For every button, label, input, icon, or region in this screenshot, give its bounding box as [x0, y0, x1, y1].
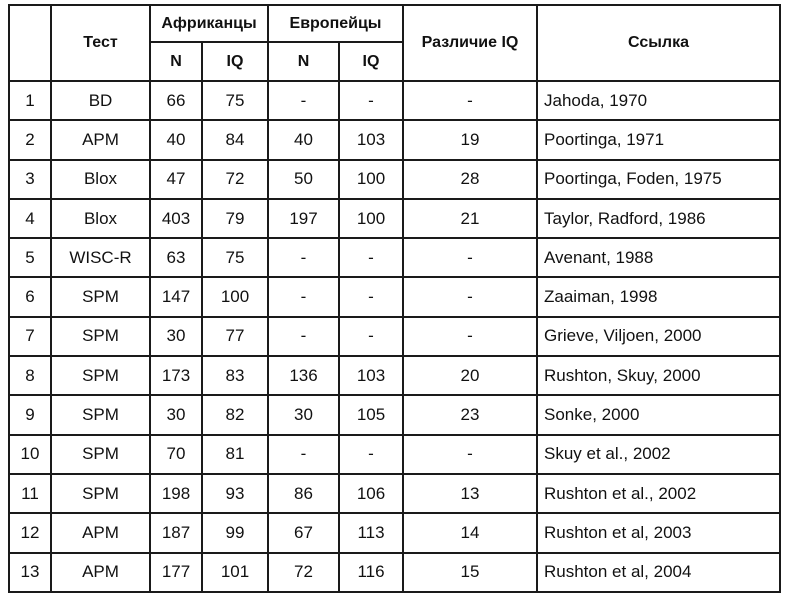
cell-iq-difference: 13 [403, 474, 537, 513]
cell-europeans-n: 136 [268, 356, 339, 395]
cell-number: 3 [9, 160, 51, 199]
cell-test: SPM [51, 474, 150, 513]
cell-test: APM [51, 513, 150, 552]
cell-africans-iq: 100 [202, 277, 268, 316]
cell-test: APM [51, 553, 150, 592]
table-row [9, 160, 780, 199]
cell-reference: Poortinga, Foden, 1975 [537, 160, 780, 199]
cell-africans-iq: 77 [202, 317, 268, 356]
iq-comparison-table [8, 4, 781, 593]
cell-africans-n: 198 [150, 474, 202, 513]
cell-number: 9 [9, 395, 51, 434]
cell-africans-iq: 72 [202, 160, 268, 199]
header-europeans-n: N [268, 42, 339, 81]
cell-test: Blox [51, 199, 150, 238]
cell-test: SPM [51, 435, 150, 474]
cell-reference: Poortinga, 1971 [537, 120, 780, 159]
table-row [9, 81, 780, 120]
cell-europeans-iq: 116 [339, 553, 403, 592]
cell-iq-difference: 20 [403, 356, 537, 395]
cell-africans-n: 403 [150, 199, 202, 238]
cell-europeans-iq: 113 [339, 513, 403, 552]
cell-europeans-iq: - [339, 317, 403, 356]
cell-number: 2 [9, 120, 51, 159]
table-row [9, 435, 780, 474]
cell-europeans-iq: - [339, 277, 403, 316]
cell-reference: Taylor, Radford, 1986 [537, 199, 780, 238]
table-row [9, 356, 780, 395]
table-row [9, 238, 780, 277]
table-row [9, 120, 780, 159]
cell-number: 10 [9, 435, 51, 474]
cell-iq-difference: - [403, 435, 537, 474]
cell-africans-iq: 99 [202, 513, 268, 552]
cell-europeans-n: 50 [268, 160, 339, 199]
cell-europeans-iq: 100 [339, 160, 403, 199]
cell-europeans-iq: - [339, 81, 403, 120]
header-europeans-iq: IQ [339, 42, 403, 81]
cell-number: 7 [9, 317, 51, 356]
cell-test: APM [51, 120, 150, 159]
table-row [9, 553, 780, 592]
cell-africans-n: 187 [150, 513, 202, 552]
cell-reference: Rushton, Skuy, 2000 [537, 356, 780, 395]
cell-iq-difference: - [403, 81, 537, 120]
header-reference: Ссылка [537, 5, 780, 81]
cell-africans-n: 173 [150, 356, 202, 395]
cell-africans-iq: 82 [202, 395, 268, 434]
cell-africans-n: 40 [150, 120, 202, 159]
cell-africans-iq: 75 [202, 81, 268, 120]
cell-europeans-n: 72 [268, 553, 339, 592]
cell-europeans-n: 30 [268, 395, 339, 434]
header-africans-n: N [150, 42, 202, 81]
cell-africans-iq: 84 [202, 120, 268, 159]
cell-europeans-iq: - [339, 238, 403, 277]
cell-iq-difference: 14 [403, 513, 537, 552]
cell-reference: Jahoda, 1970 [537, 81, 780, 120]
table-row [9, 474, 780, 513]
cell-test: SPM [51, 277, 150, 316]
header-iq-difference: Различие IQ [403, 5, 537, 81]
header-test: Тест [51, 5, 150, 81]
header-africans-iq: IQ [202, 42, 268, 81]
cell-europeans-n: 67 [268, 513, 339, 552]
table-row [9, 277, 780, 316]
cell-africans-n: 47 [150, 160, 202, 199]
table-body [9, 81, 780, 592]
table-row [9, 513, 780, 552]
header-europeans: Европейцы [268, 5, 403, 42]
cell-number: 6 [9, 277, 51, 316]
cell-iq-difference: 19 [403, 120, 537, 159]
cell-africans-iq: 75 [202, 238, 268, 277]
cell-africans-iq: 93 [202, 474, 268, 513]
cell-test: Blox [51, 160, 150, 199]
cell-europeans-n: 197 [268, 199, 339, 238]
header-africans: Африканцы [150, 5, 268, 42]
cell-reference: Rushton et al., 2002 [537, 474, 780, 513]
cell-europeans-n: - [268, 317, 339, 356]
cell-africans-n: 30 [150, 395, 202, 434]
cell-test: BD [51, 81, 150, 120]
cell-europeans-n: 40 [268, 120, 339, 159]
cell-number: 5 [9, 238, 51, 277]
cell-iq-difference: - [403, 277, 537, 316]
cell-number: 12 [9, 513, 51, 552]
cell-africans-n: 147 [150, 277, 202, 316]
cell-africans-n: 66 [150, 81, 202, 120]
cell-iq-difference: 23 [403, 395, 537, 434]
cell-number: 8 [9, 356, 51, 395]
cell-iq-difference: - [403, 238, 537, 277]
table-row [9, 317, 780, 356]
cell-reference: Rushton et al, 2004 [537, 553, 780, 592]
cell-europeans-iq: 103 [339, 120, 403, 159]
cell-test: WISC-R [51, 238, 150, 277]
cell-africans-n: 63 [150, 238, 202, 277]
table-row [9, 199, 780, 238]
cell-europeans-iq: 100 [339, 199, 403, 238]
cell-number: 4 [9, 199, 51, 238]
cell-iq-difference: 21 [403, 199, 537, 238]
cell-test: SPM [51, 356, 150, 395]
cell-europeans-iq: 103 [339, 356, 403, 395]
cell-number: 1 [9, 81, 51, 120]
cell-africans-iq: 101 [202, 553, 268, 592]
cell-europeans-n: - [268, 238, 339, 277]
cell-europeans-n: - [268, 277, 339, 316]
cell-test: SPM [51, 317, 150, 356]
header-number [9, 5, 51, 81]
cell-reference: Grieve, Viljoen, 2000 [537, 317, 780, 356]
cell-africans-iq: 79 [202, 199, 268, 238]
cell-europeans-iq: 105 [339, 395, 403, 434]
cell-europeans-n: 86 [268, 474, 339, 513]
cell-africans-iq: 81 [202, 435, 268, 474]
cell-reference: Avenant, 1988 [537, 238, 780, 277]
cell-reference: Skuy et al., 2002 [537, 435, 780, 474]
header-row-top [9, 5, 780, 42]
table-row [9, 395, 780, 434]
cell-number: 11 [9, 474, 51, 513]
cell-europeans-iq: 106 [339, 474, 403, 513]
cell-reference: Rushton et al, 2003 [537, 513, 780, 552]
cell-europeans-n: - [268, 435, 339, 474]
cell-africans-iq: 83 [202, 356, 268, 395]
cell-reference: Sonke, 2000 [537, 395, 780, 434]
cell-iq-difference: 28 [403, 160, 537, 199]
cell-reference: Zaaiman, 1998 [537, 277, 780, 316]
cell-africans-n: 70 [150, 435, 202, 474]
cell-africans-n: 30 [150, 317, 202, 356]
cell-europeans-n: - [268, 81, 339, 120]
cell-iq-difference: - [403, 317, 537, 356]
cell-test: SPM [51, 395, 150, 434]
cell-africans-n: 177 [150, 553, 202, 592]
cell-number: 13 [9, 553, 51, 592]
cell-iq-difference: 15 [403, 553, 537, 592]
cell-europeans-iq: - [339, 435, 403, 474]
